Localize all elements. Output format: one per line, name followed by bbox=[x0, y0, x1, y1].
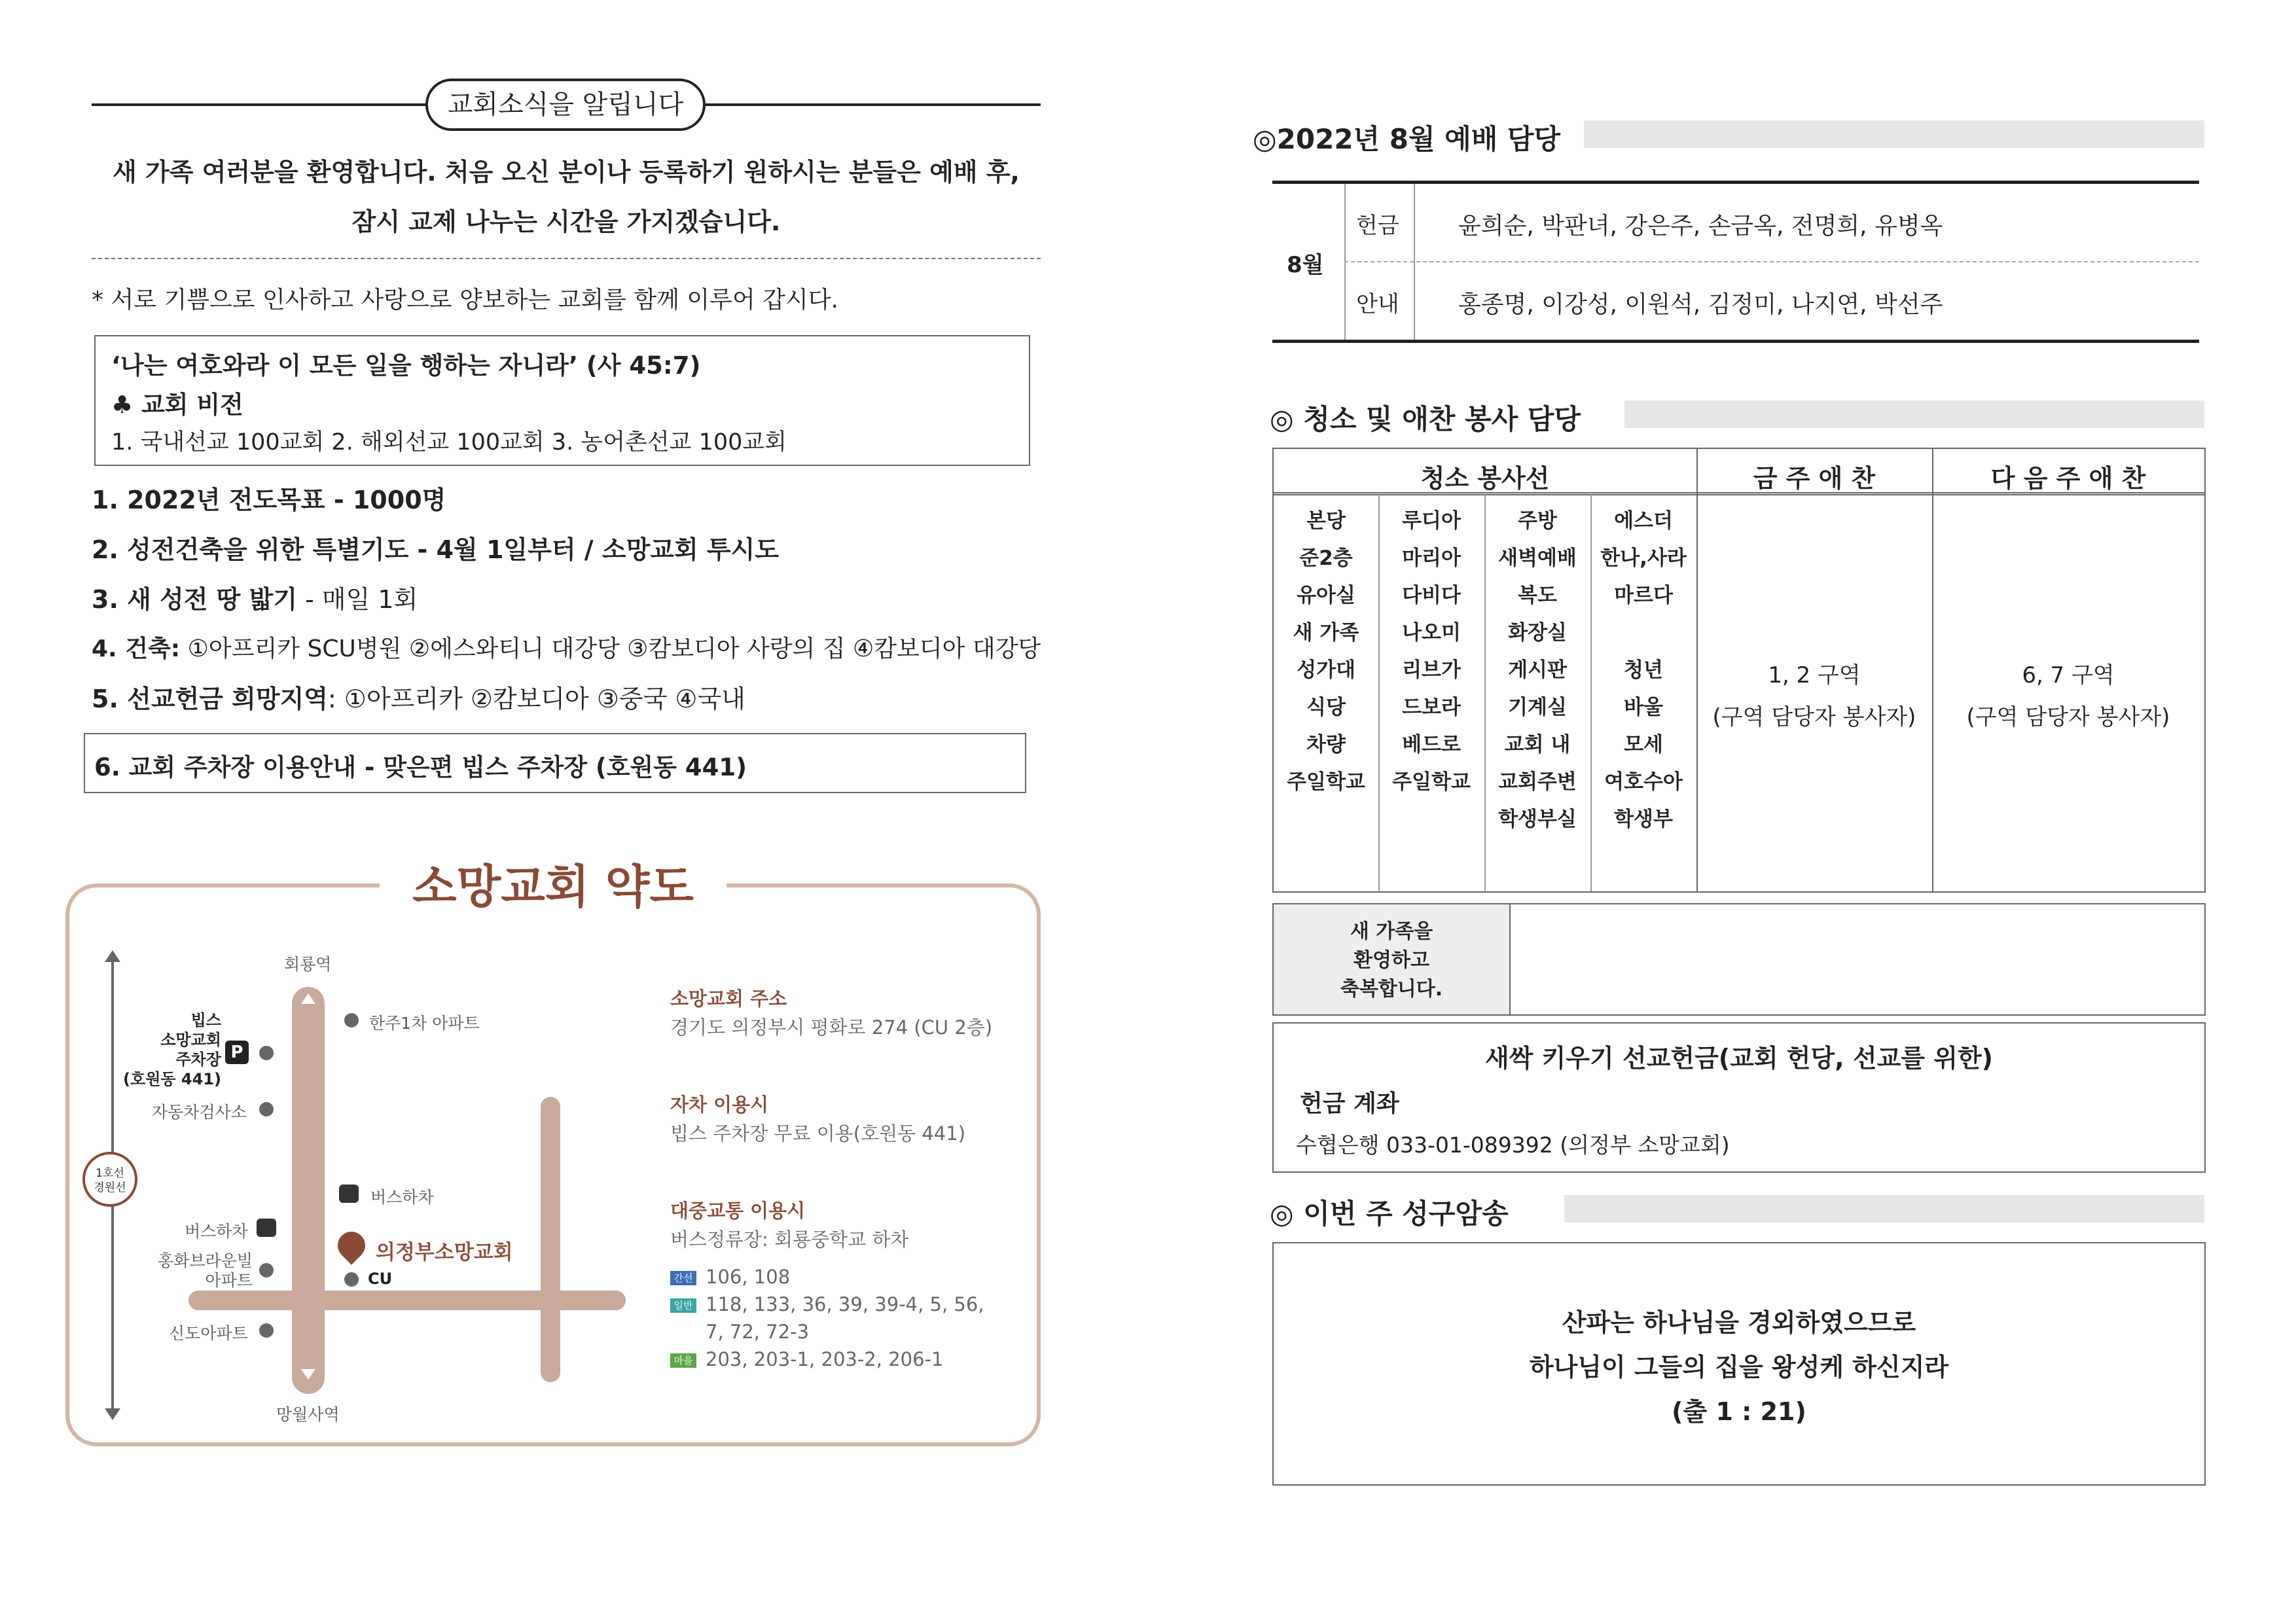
offering-box bbox=[1272, 1022, 2206, 1173]
cleaning-col-1 bbox=[1274, 503, 1378, 801]
memory-title: ◎ 이번 주 성구암송 bbox=[1270, 1198, 1509, 1230]
worship-title-bar bbox=[1584, 120, 2204, 148]
sindo-label: 신도아파트 bbox=[169, 1324, 248, 1343]
cleaning-item: 준2층 bbox=[1299, 546, 1353, 570]
news-item-3: 3. 새 성전 땅 밟기 - 매일 1회 bbox=[92, 585, 418, 614]
cleaning-item bbox=[1590, 615, 1696, 652]
vips-dot bbox=[259, 1046, 274, 1060]
bus-left-label: 버스하차 bbox=[185, 1222, 248, 1241]
news-item-4: 4. 건축: ①아프리카 SCU병원 ②에스와티니 대강당 ③캄보디아 사랑의 집 ④캄보디아 대강당 bbox=[92, 635, 1041, 662]
cleaning-item: 리브가 bbox=[1402, 658, 1461, 682]
cleaning-item: 다비다 bbox=[1402, 584, 1461, 607]
offering-label: 헌금 계좌 bbox=[1300, 1090, 1399, 1117]
next-week-note: (구역 담당자 봉사자) bbox=[1966, 704, 2170, 730]
memory-ref: (출 1 : 21) bbox=[1672, 1397, 1806, 1426]
cleaning-item: 유아실 bbox=[1297, 584, 1355, 607]
cleaning-item: 루디아 bbox=[1402, 509, 1461, 533]
road-arrow-down-icon bbox=[301, 1369, 315, 1380]
news-item-2: 2. 성전건축을 위한 특별기도 - 4월 1일부터 / 소망교회 투시도 bbox=[92, 535, 780, 564]
cleaning-item: 교회주변 bbox=[1498, 770, 1577, 794]
cleaning-col-3 bbox=[1484, 503, 1590, 838]
station-bottom-label: 망월사역 bbox=[276, 1405, 340, 1424]
worship-table bbox=[1272, 181, 2199, 343]
news-title: 교회소식을 알립니다 bbox=[425, 79, 706, 131]
cleaning-item: 식당 bbox=[1306, 696, 1346, 719]
main-road bbox=[292, 987, 325, 1394]
cleaning-item: 기계실 bbox=[1508, 696, 1567, 719]
cleaning-item: 새벽예배 bbox=[1498, 546, 1577, 570]
arrow-down-icon bbox=[105, 1408, 120, 1420]
car-text: 빕스 주차장 무료 이용(호원동 441) bbox=[670, 1122, 966, 1145]
parking-text: 6. 교회 주차장 이용안내 - 맞은편 빕스 주차장 (호원동 441) bbox=[94, 753, 747, 781]
bus-icon bbox=[339, 1185, 359, 1203]
bus-icon bbox=[257, 1219, 276, 1237]
offering-title: 새싹 키우기 선교헌금(교회 헌당, 선교를 위한) bbox=[1484, 1044, 1994, 1073]
worship-title: ◎2022년 8월 예배 담당 bbox=[1253, 123, 1561, 155]
bus-normal-line: 일반 118, 133, 36, 39, 39-4, 5, 56, bbox=[670, 1293, 984, 1315]
worship-role-1: 헌금 bbox=[1356, 213, 1399, 239]
addr-text: 경기도 의정부시 평화로 274 (CU 2층) bbox=[670, 1016, 993, 1039]
vision-items: 1. 국내선교 100교회 2. 해외선교 100교회 3. 농어촌선교 100교회 bbox=[111, 429, 787, 455]
cleaning-item: 베드로 bbox=[1402, 733, 1461, 757]
cu-dot bbox=[344, 1272, 359, 1287]
vision-box bbox=[94, 335, 1030, 466]
cleaning-item: 성가대 bbox=[1297, 658, 1355, 682]
cleaning-table bbox=[1272, 448, 2206, 893]
cleaning-item: 드보라 bbox=[1402, 696, 1461, 719]
this-week-header: 금 주 애 찬 bbox=[1753, 464, 1876, 493]
hanju-label: 한주1차 아파트 bbox=[369, 1014, 480, 1033]
cleaning-item: 청년 bbox=[1624, 658, 1663, 682]
bus-stop-text: 버스정류장: 회룡중학교 하차 bbox=[670, 1228, 909, 1251]
cleaning-item: 한나,사라 bbox=[1600, 546, 1687, 570]
parking-icon: P bbox=[225, 1041, 249, 1064]
cleaning-item: 학생부실 bbox=[1498, 808, 1577, 831]
cleaning-item: 마르다 bbox=[1614, 584, 1673, 607]
transit-heading: 대중교통 이용시 bbox=[670, 1200, 806, 1222]
cleaning-header: 청소 봉사선 bbox=[1420, 464, 1550, 493]
newfamily-box bbox=[1272, 903, 2206, 1016]
this-week-note: (구역 담당자 봉사자) bbox=[1712, 704, 1916, 730]
side-road bbox=[541, 1097, 560, 1382]
cleaning-col-2 bbox=[1378, 503, 1484, 801]
cleaning-item: 주일학교 bbox=[1287, 770, 1365, 794]
parking-box bbox=[84, 733, 1026, 793]
cleaning-item: 모세 bbox=[1624, 733, 1663, 757]
road-arrow-up-icon bbox=[301, 993, 315, 1004]
station-top-label: 회룡역 bbox=[284, 955, 332, 974]
cleaning-col-4 bbox=[1590, 503, 1696, 838]
welcome-line-1: 새 가족 여러분을 환영합니다. 처음 오신 분이나 등록하기 원하시는 분들은 예배 후, bbox=[113, 158, 1020, 187]
church-label: 의정부소망교회 bbox=[376, 1241, 513, 1264]
worship-names-1: 윤희순, 박판녀, 강은주, 손금옥, 전명희, 유병옥 bbox=[1458, 213, 1943, 240]
map-title: 소망교회 약도 bbox=[380, 857, 726, 916]
this-week-area: 1, 2 구역 bbox=[1768, 662, 1861, 688]
cleaning-item: 에스더 bbox=[1614, 509, 1673, 533]
vision-verse: ‘나는 여호와라 이 모든 일을 행하는 자니라’ (사 45:7) bbox=[111, 351, 701, 380]
next-week-area: 6, 7 구역 bbox=[2022, 662, 2115, 688]
cleaning-item: 여호수아 bbox=[1604, 770, 1683, 794]
memory-line-2: 하나님이 그들의 집을 왕성케 하신지라 bbox=[1529, 1353, 1949, 1382]
cleaning-item: 학생부 bbox=[1614, 808, 1673, 831]
cleaning-title-bar bbox=[1624, 401, 2204, 428]
news-item-1: 1. 2022년 전도목표 - 1000명 bbox=[92, 486, 446, 514]
arrow-up-icon bbox=[105, 950, 120, 962]
cleaning-item: 차량 bbox=[1306, 733, 1346, 757]
car-inspection-label: 자동차검사소 bbox=[152, 1103, 247, 1122]
worship-month: 8월 bbox=[1287, 252, 1324, 278]
sindo-dot bbox=[259, 1323, 274, 1338]
cleaning-item: 화장실 bbox=[1508, 621, 1567, 645]
hongwha-dot bbox=[259, 1263, 274, 1277]
greeting-text: * 서로 기쁨으로 인사하고 사랑으로 양보하는 교회를 함께 이루어 갑시다. bbox=[92, 287, 838, 313]
welcome-line-2: 잠시 교제 나누는 시간을 가지겠습니다. bbox=[351, 207, 781, 236]
cleaning-item: 주일학교 bbox=[1392, 770, 1471, 794]
car-heading: 자차 이용시 bbox=[670, 1094, 769, 1116]
bus-main-line: 간선 106, 108 bbox=[670, 1266, 790, 1288]
cleaning-item: 게시판 bbox=[1508, 658, 1567, 682]
newfamily-text: 새 가족을 환영하고 축복합니다. bbox=[1340, 920, 1443, 1001]
cleaning-item: 복도 bbox=[1518, 584, 1557, 607]
bus-normal-line-2: 7, 72, 72-3 bbox=[706, 1321, 810, 1343]
cleaning-item: 마리아 bbox=[1402, 546, 1461, 570]
vision-heading: ♣ 교회 비전 bbox=[111, 391, 243, 419]
hanju-dot bbox=[344, 1013, 359, 1027]
vips-label: 빕스 소망교회 주차장 (호원동 441) bbox=[123, 1011, 221, 1088]
cleaning-title: ◎ 청소 및 애찬 봉사 담당 bbox=[1270, 403, 1581, 435]
cleaning-item: 새 가족 bbox=[1293, 621, 1359, 645]
news-item-5: 5. 선교헌금 희망지역: ①아프리카 ②캄보디아 ③중국 ④국내 bbox=[92, 685, 745, 713]
cleaning-item: 교회 내 bbox=[1504, 733, 1571, 757]
car-inspection-dot bbox=[259, 1102, 274, 1116]
worship-names-2: 홍종명, 이강성, 이원석, 김정미, 나지연, 박선주 bbox=[1458, 291, 1943, 318]
memory-box bbox=[1272, 1242, 2206, 1486]
memory-title-bar bbox=[1564, 1195, 2204, 1222]
hongwha-label: 홍화브라운빌 아파트 bbox=[158, 1251, 253, 1290]
cleaning-item: 나오미 bbox=[1402, 621, 1461, 645]
divider bbox=[92, 258, 1041, 259]
cu-label: CU bbox=[368, 1270, 393, 1288]
bus-village-line: 마을 203, 203-1, 203-2, 206-1 bbox=[670, 1348, 943, 1370]
line1-badge: 1호선 경원선 bbox=[82, 1152, 137, 1207]
cleaning-item: 본당 bbox=[1306, 509, 1346, 533]
offering-account: 수협은행 033-01-089392 (의정부 소망교회) bbox=[1296, 1132, 1730, 1158]
addr-heading: 소망교회 주소 bbox=[670, 988, 787, 1010]
cleaning-item: 주방 bbox=[1518, 509, 1557, 533]
cleaning-item: 바울 bbox=[1624, 696, 1663, 719]
next-week-header: 다 음 주 애 찬 bbox=[1990, 464, 2146, 493]
memory-line-1: 산파는 하나님을 경외하였으므로 bbox=[1562, 1308, 1916, 1337]
bus-right-label: 버스하차 bbox=[370, 1188, 434, 1207]
worship-role-2: 안내 bbox=[1356, 291, 1399, 317]
